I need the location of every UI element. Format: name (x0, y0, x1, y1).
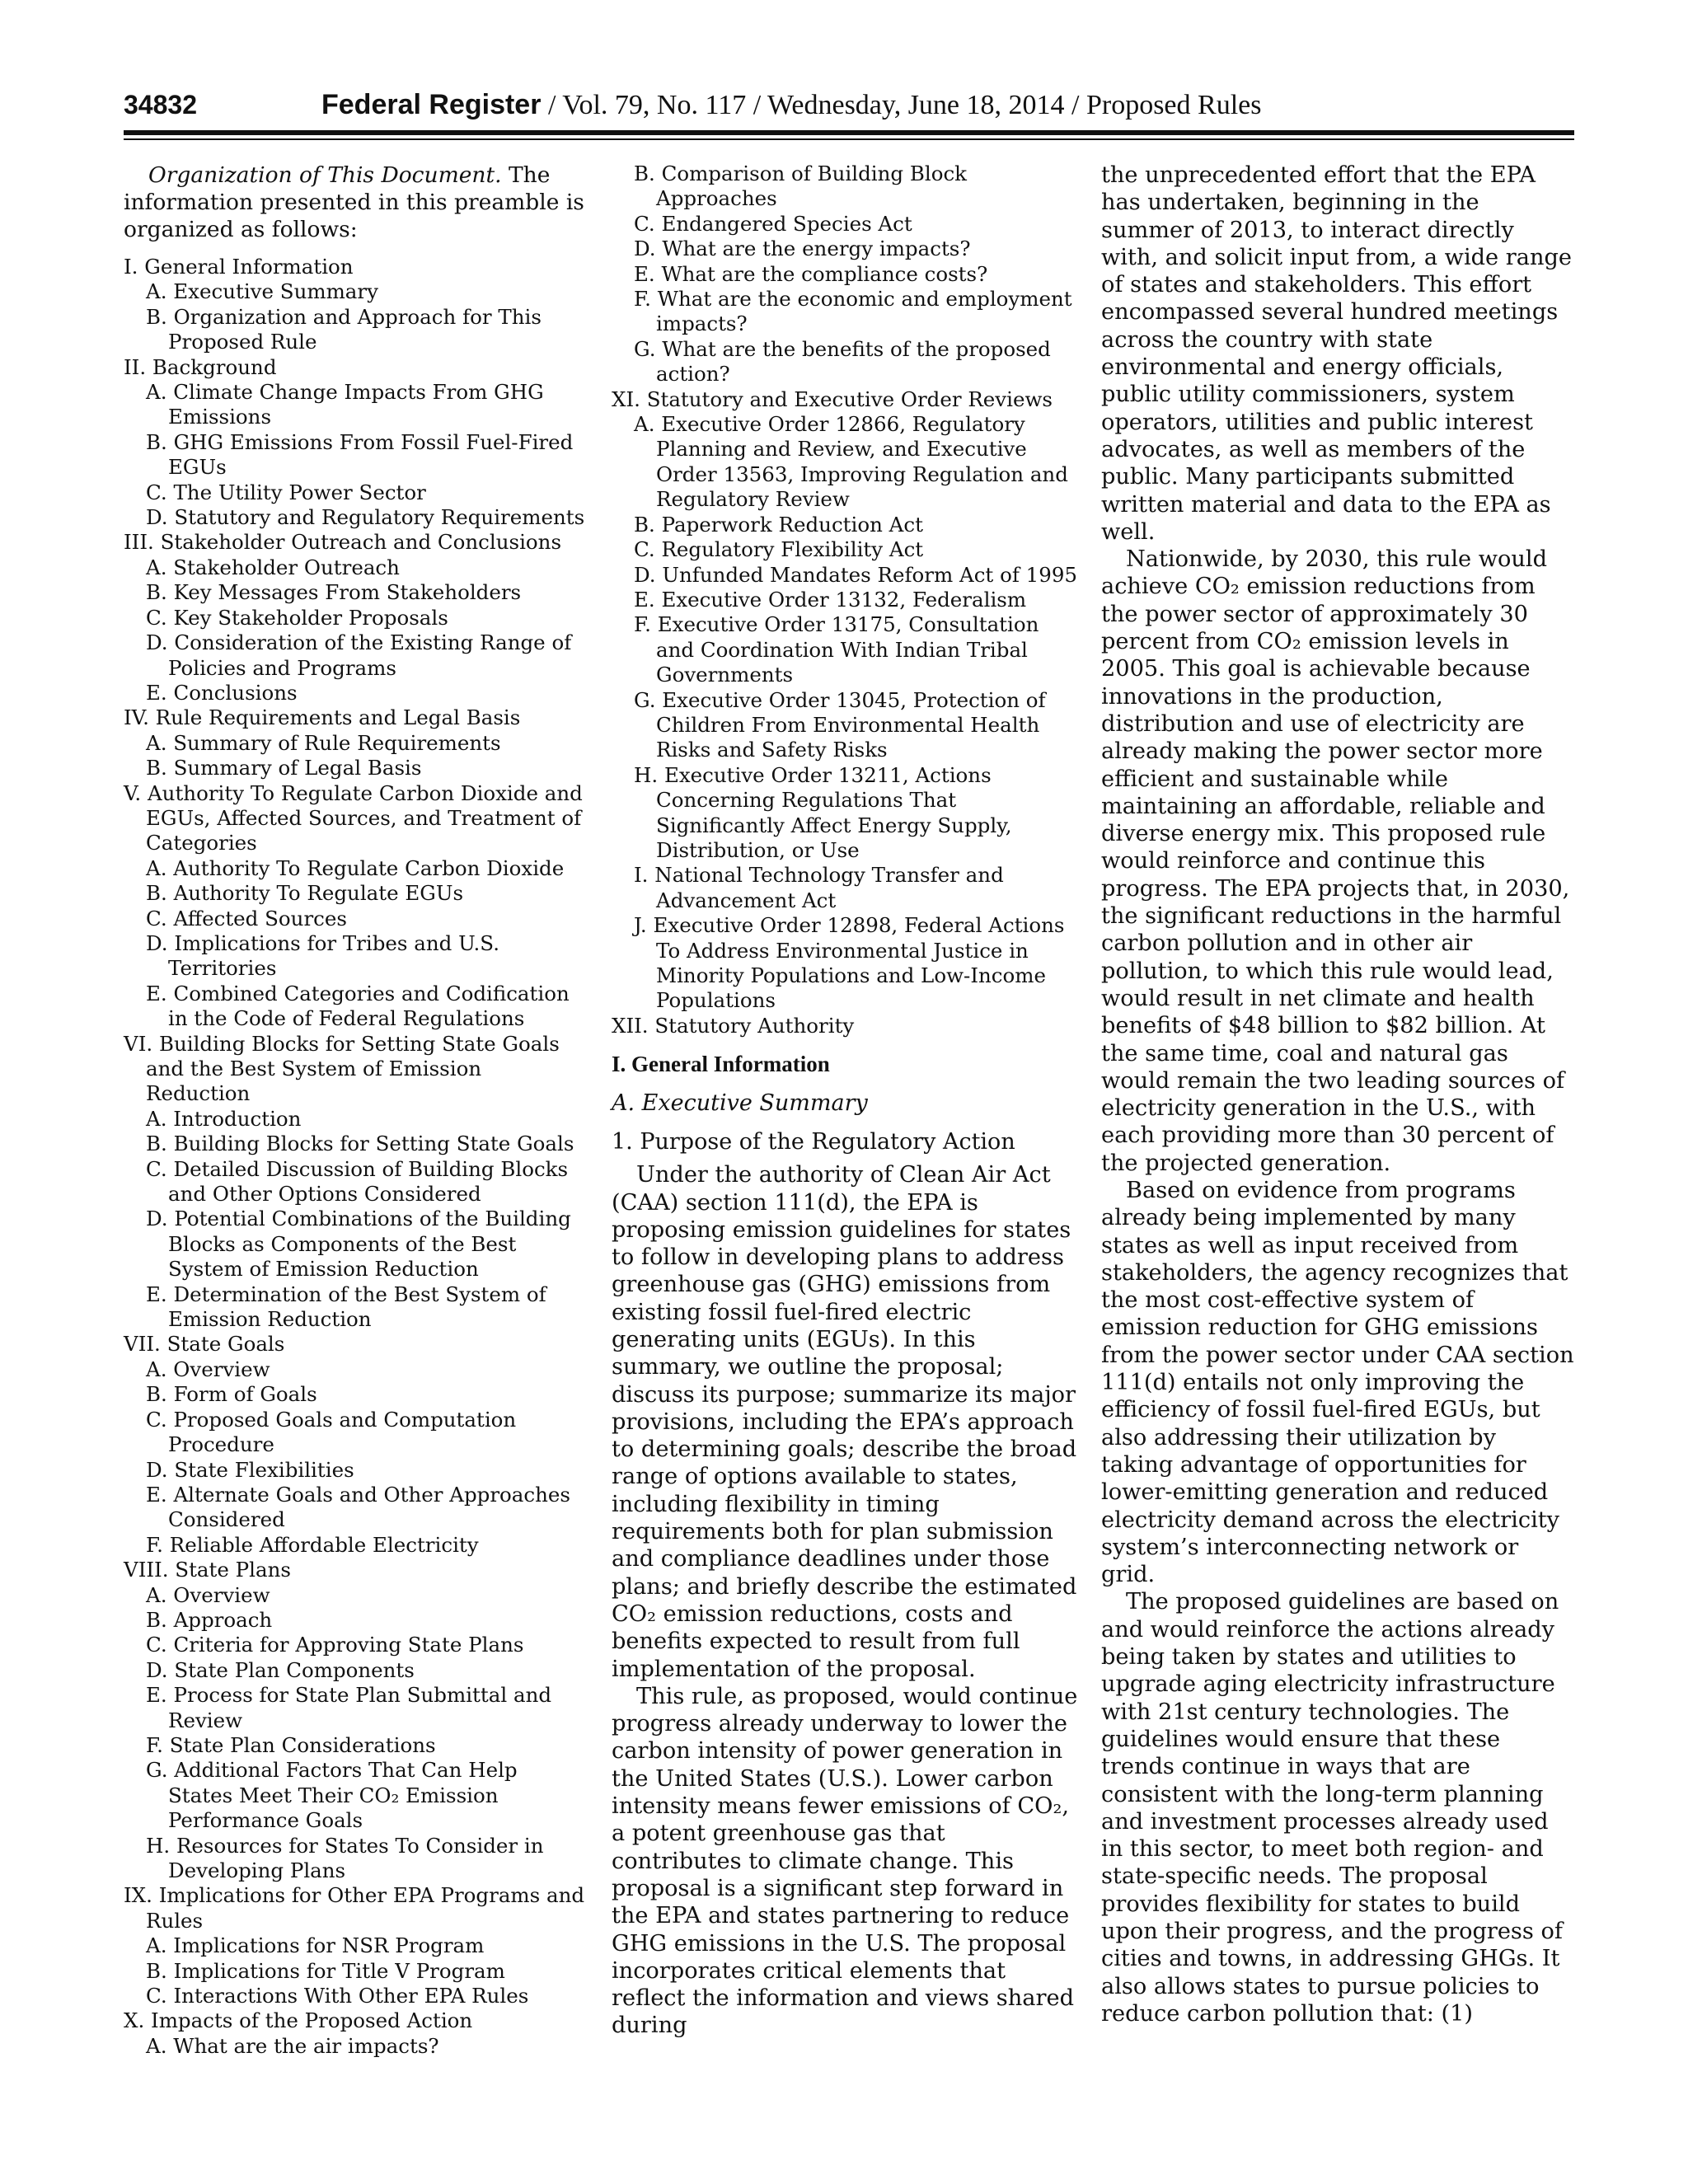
toc-entry: E. Executive Order 13132, Federalism (634, 587, 1027, 612)
toc-entry: G. Executive Order 13045, Protection of Children From Environmental Health Risks and Safety Risks (634, 687, 1046, 762)
toc-entry: XII. Statutory Authority (612, 1013, 855, 1038)
toc-entry: I. National Technology Transfer and Advancement Act (634, 863, 1004, 912)
table-of-contents-part-1 (124, 255, 585, 2059)
toc-entry: B. Summary of Legal Basis (146, 756, 422, 780)
toc-entry: B. Paperwork Reduction Act (634, 512, 923, 537)
toc-entry: B. Key Messages From Stakeholders (146, 580, 522, 605)
toc-entry: II. Background (124, 354, 277, 379)
toc-entry: D. What are the energy impacts? (634, 237, 971, 261)
toc-entry: VI. Building Blocks for Setting State Goals and the Best System of Emission Reduction (124, 1031, 560, 1106)
body-paragraph: This rule, as proposed, would continue progress already underway to lower the carbon intensity of power generation in the United States (U.S.). Lower carbon intensity means fewer emissions of CO₂, a potent greenhouse gas that contributes to climate change. This proposal is a significant step forward in the EPA and states partnering to reduce GHG emissions in the U.S. The proposal incorporates critical elements that reflect the information and views shared during (612, 1683, 1078, 2039)
toc-entry: E. Conclusions (146, 680, 298, 705)
toc-entry: V. Authority To Regulate Carbon Dioxide and EGUs, Affected Sources, and Treatment of Categories (124, 780, 583, 855)
subsection-heading: A. Executive Summary (612, 1090, 868, 1117)
toc-entry: F. State Plan Considerations (146, 1732, 436, 1757)
toc-entry: J. Executive Order 12898, Federal Actions To Address Environmental Justice in Minority Populations and Low-Income Populations (634, 913, 1065, 1013)
toc-entry: C. Endangered Species Act (634, 211, 912, 236)
toc-entry: B. GHG Emissions From Fossil Fuel-Fired EGUs (146, 429, 574, 480)
toc-entry: B. Authority To Regulate EGUs (146, 881, 464, 906)
toc-entry: E. Determination of the Best System of Emission Reduction (146, 1282, 546, 1332)
toc-entry: F. Executive Order 13175, Consultation and Coordination With Indian Tribal Governments (634, 612, 1039, 687)
toc-entry: VIII. State Plans (124, 1558, 291, 1582)
toc-entry: E. Alternate Goals and Other Approaches Considered (146, 1482, 570, 1532)
toc-entry: D. Statutory and Regulatory Requirements (146, 505, 585, 530)
toc-entry: D. State Plan Components (146, 1657, 415, 1682)
subsubsection-heading: 1. Purpose of the Regulatory Action (612, 1129, 1015, 1155)
toc-entry: D. State Flexibilities (146, 1457, 354, 1482)
body-paragraph: Based on evidence from programs already being implemented by many states as well as input received from stakeholders, the agency recognizes that the most cost-effective system of emission reduction for GHG emissions from the power sector under CAA section 111(d) entails not only improving the efficiency of fossil fuel-fired EGUs, but also addressing their utilization by taking advantage of opportunities for lower-emitting generation and reduced electricity demand across the electricity system’s interconnecting network or grid. (1101, 1177, 1574, 1588)
toc-entry: A. Executive Summary (146, 279, 378, 304)
toc-entry: A. Overview (146, 1582, 270, 1607)
body-paragraph: the unprecedented effort that the EPA has undertaken, beginning in the summer of 2013, to interact directly with, and solicit input from, a wide range of states and stakeholders. This effort encompassed several hundred meetings across the country with state environmental and energy officials, public utility commissioners, system operators, utilities and public interest advocates, as well as members of the public. Many participants submitted written material and data to the EPA as well. (1101, 162, 1572, 545)
toc-entry: C. Detailed Discussion of Building Blocks and Other Options Considered (146, 1156, 569, 1207)
toc-entry: C. Regulatory Flexibility Act (634, 537, 924, 562)
toc-entry: B. Implications for Title V Program (146, 1958, 505, 1983)
body-paragraph: Nationwide, by 2030, this rule would achieve CO₂ emission reductions from the power sector of approximately 30 percent from CO₂ emission levels in 2005. This goal is achievable because innovations in the production, distribution and use of electricity are already making the power sector more efficient and sustainable while maintaining an affordable, reliable and diverse energy mix. This proposed rule would reinforce and continue this progress. The EPA projects that, in 2030, the significant reductions in the harmful carbon pollution and in other air pollution, to which this rule would lead, would result in net climate and health benefits of $48 billion to $82 billion. At the same time, coal and natural gas would remain the two leading sources of electricity generation in the U.S., with each providing more than 30 percent of the projected generation. (1101, 546, 1570, 1176)
toc-entry: C. Criteria for Approving State Plans (146, 1633, 524, 1657)
toc-entry: I. General Information (124, 255, 354, 279)
toc-entry: B. Building Blocks for Setting State Goals (146, 1132, 574, 1156)
toc-entry: A. Summary of Rule Requirements (146, 730, 501, 755)
column-1 (124, 162, 585, 2059)
toc-entry: E. What are the compliance costs? (634, 261, 988, 286)
journal-name: Federal Register (321, 89, 542, 120)
column-3 (1101, 162, 1574, 2027)
toc-entry: F. What are the economic and employment impacts? (634, 287, 1072, 336)
table-of-contents-part-2 (612, 162, 1081, 1038)
intro-text: The information presented in this preamble is organized as follows: (124, 162, 584, 242)
toc-entry: G. Additional Factors That Can Help States Meet Their CO₂ Emission Performance Goals (146, 1758, 518, 1833)
toc-entry: A. What are the air impacts? (146, 2033, 439, 2058)
column-2 (612, 162, 1081, 2040)
toc-entry: D. Unfunded Mandates Reform Act of 1995 (634, 562, 1078, 587)
toc-entry: D. Implications for Tribes and U.S. Territories (146, 930, 500, 981)
body-paragraph: Under the authority of Clean Air Act (CAA) section 111(d), the EPA is proposing emission guidelines for states to follow in developing plans to address greenhouse gas (GHG) emissions from existing fossil fuel-fired electric generating units (EGUs). In this summary, we outline the proposal; discuss its purpose; summarize its major provisions, including the EPA’s approach to determining goals; describe the broad range of options available to states, including flexibility in timing requirements both for plan submission and compliance deadlines under those plans; and briefly describe the estimated CO₂ emission reductions, costs and benefits expected to result from full implementation of the proposal. (612, 1162, 1077, 1682)
toc-entry: III. Stakeholder Outreach and Conclusions (124, 530, 562, 555)
toc-entry: H. Executive Order 13211, Actions Concerning Regulations That Significantly Affect Energy Supply, Distribution, or Use (634, 762, 1012, 862)
toc-entry: E. Process for State Plan Submittal and Review (146, 1683, 552, 1732)
toc-entry: D. Potential Combinations of the Building Blocks as Components of the Best System of Emission Reduction (146, 1207, 571, 1282)
toc-entry: B. Form of Goals (146, 1382, 317, 1407)
toc-entry: C. Proposed Goals and Computation Procedure (146, 1407, 517, 1457)
toc-entry: IV. Rule Requirements and Legal Basis (124, 705, 521, 730)
page-number: 34832 (124, 90, 197, 120)
toc-entry: A. Authority To Regulate Carbon Dioxide (146, 855, 565, 880)
toc-entry: A. Implications for NSR Program (146, 1933, 485, 1958)
toc-entry: A. Climate Change Impacts From GHG Emissions (146, 380, 544, 429)
toc-entry: C. The Utility Power Sector (146, 480, 426, 504)
toc-entry: B. Approach (146, 1607, 273, 1632)
toc-entry: IX. Implications for Other EPA Programs and Rules (124, 1883, 585, 1933)
toc-entry: B. Comparison of Building Block Approaches (634, 162, 968, 211)
intro-lead: Organization of This Document. (148, 162, 502, 188)
toc-entry: E. Combined Categories and Codification in the Code of Federal Regulations (146, 981, 570, 1031)
toc-entry: VII. State Goals (124, 1332, 285, 1357)
running-head (321, 89, 1261, 121)
toc-entry: C. Key Stakeholder Proposals (146, 605, 448, 630)
section-heading: I. General Information (612, 1052, 830, 1077)
toc-entry: C. Affected Sources (146, 906, 347, 930)
toc-entry: A. Executive Order 12866, Regulatory Planning and Review, and Executive Order 13563, Improving Regulation and Regulatory Review (634, 412, 1068, 512)
intro-paragraph (124, 162, 585, 243)
toc-entry: C. Interactions With Other EPA Rules (146, 1984, 529, 2008)
page-header (124, 89, 1574, 130)
toc-entry: G. What are the benefits of the proposed action? (634, 336, 1051, 387)
toc-entry: D. Consideration of the Existing Range of Policies and Programs (146, 630, 572, 680)
toc-entry: F. Reliable Affordable Electricity (146, 1532, 479, 1557)
toc-entry: B. Organization and Approach for This Proposed Rule (146, 304, 542, 354)
header-rule-thin (124, 138, 1574, 140)
toc-entry: A. Stakeholder Outreach (146, 555, 400, 579)
toc-entry: A. Introduction (146, 1106, 302, 1131)
toc-entry: H. Resources for States To Consider in Developing Plans (146, 1833, 544, 1882)
issue-info: / Vol. 79, No. 117 / Wednesday, June 18, 2014 / Proposed Rules (541, 90, 1262, 120)
body-paragraph: The proposed guidelines are based on and would reinforce the actions already being taken by states and utilities to upgrade aging electricity infrastructure with 21st century technologies. The guidelines would ensure that these trends continue in ways that are consistent with the long-term planning and investment processes already used in this sector, to meet both region- and state-specific needs. The proposal provides flexibility for states to build upon their progress, and the progress of cities and towns, in addressing GHGs. It also allows states to pursue policies to reduce carbon pollution that: (1) (1101, 1589, 1563, 2027)
header-rule-thick (124, 130, 1574, 135)
toc-entry: X. Impacts of the Proposed Action (124, 2008, 473, 2033)
toc-entry: A. Overview (146, 1357, 270, 1381)
toc-entry: XI. Statutory and Executive Order Reviews (612, 387, 1053, 411)
